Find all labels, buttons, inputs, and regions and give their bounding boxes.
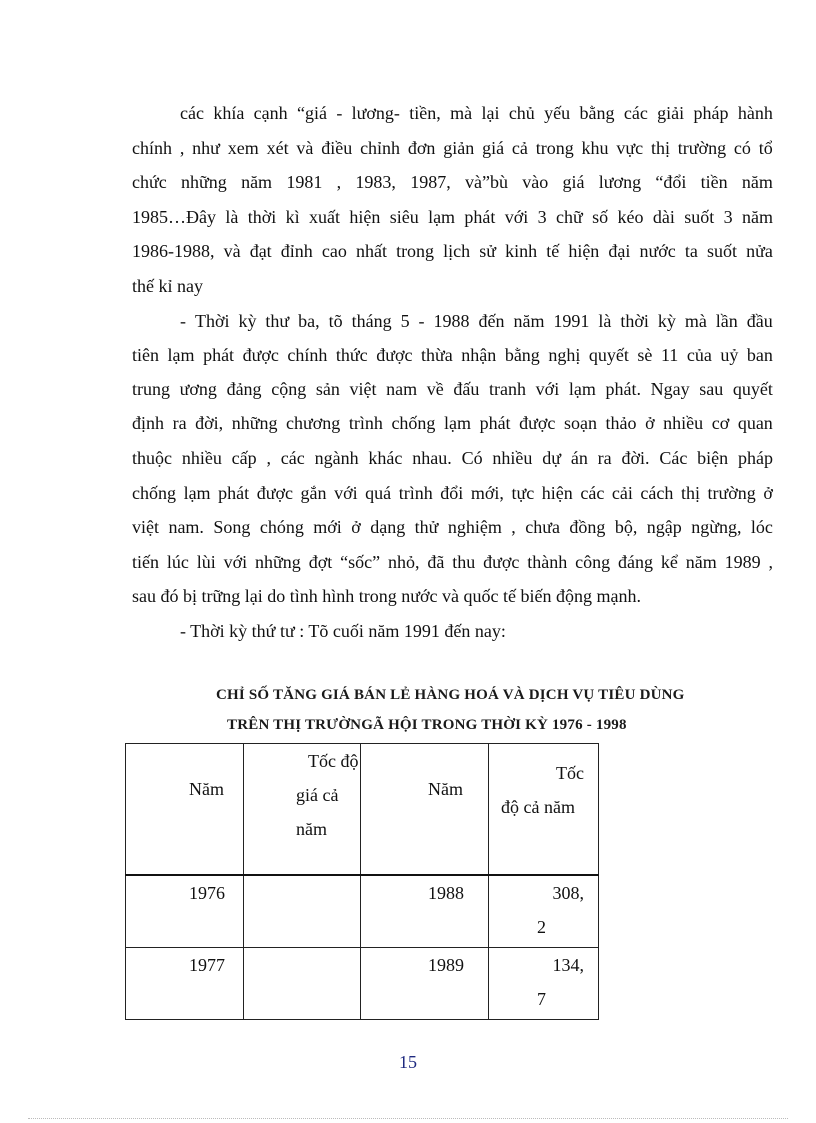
word: xem	[227, 138, 259, 158]
table-caption-line-2: TRÊN THỊ TRƯỜNGÃ HỘI TRONG THỜI KỲ 1976 - 1998	[227, 717, 627, 733]
word: ra	[172, 413, 187, 433]
word: trung	[132, 379, 170, 399]
word: án	[570, 448, 588, 468]
word: năm	[685, 552, 717, 572]
word: mà	[684, 311, 707, 331]
word: chủ	[508, 103, 535, 123]
cell-year-b: 1988	[361, 875, 489, 948]
text-line	[132, 449, 773, 467]
word: vực	[616, 138, 644, 158]
word: trong	[535, 138, 574, 158]
word: cách	[640, 483, 674, 503]
word: thời	[247, 207, 277, 227]
word: 1989	[724, 552, 761, 572]
word: lạm	[183, 483, 211, 503]
cell-rate-b-l2: 7	[537, 989, 546, 1009]
word: nhiều	[663, 413, 704, 433]
word: thức	[335, 345, 368, 365]
word: năm	[241, 172, 273, 192]
word: Thời	[194, 311, 230, 331]
word: kể	[660, 552, 678, 572]
word: tế	[546, 241, 560, 261]
word: lịch	[443, 241, 471, 261]
word: ở	[645, 413, 655, 433]
word: công	[575, 552, 611, 572]
text-line: sau đó bị trững lại do tình hình trong nước và quốc tế biến động mạnh.	[132, 586, 641, 606]
table-header-row	[126, 744, 599, 876]
word: hiện	[349, 207, 381, 227]
word: năm	[513, 311, 545, 331]
word: trường	[707, 483, 756, 503]
word: đồng	[569, 517, 606, 537]
word: tực	[511, 483, 535, 503]
footer-divider	[28, 1118, 788, 1119]
word: nghị	[548, 345, 581, 365]
cell-rate-b-l1: 134,	[552, 955, 584, 975]
word: Song	[213, 517, 251, 537]
word: chức	[132, 172, 167, 192]
word: quyết	[588, 345, 629, 365]
word: chỉnh	[360, 138, 401, 158]
word: ta	[684, 241, 698, 261]
word: thị	[650, 138, 670, 158]
word: dài	[652, 207, 675, 227]
word: suốt	[684, 207, 715, 227]
word: phát	[218, 483, 250, 503]
word: phát.	[605, 379, 641, 399]
word: kì	[285, 207, 300, 227]
word: 1981	[286, 172, 323, 192]
word: cấp	[231, 448, 257, 468]
word: tháng	[351, 311, 392, 331]
word: -	[336, 103, 343, 123]
word: sau	[699, 379, 724, 399]
word: tõ	[328, 311, 343, 331]
word: năm	[741, 207, 773, 227]
word: tiên	[132, 345, 159, 365]
word: dạng	[370, 517, 406, 537]
word: vào	[522, 172, 549, 192]
word: được	[519, 413, 556, 433]
word: sử	[479, 241, 497, 261]
text-line	[132, 484, 773, 502]
cell-rate-b	[489, 875, 599, 948]
word: lạm	[428, 207, 456, 227]
header-price-rate-l3: năm	[296, 819, 327, 839]
word: Có	[461, 448, 483, 468]
word: điều	[321, 138, 353, 158]
word: và”bù	[464, 172, 508, 192]
word: quá	[365, 483, 392, 503]
word: đến	[478, 311, 505, 331]
word: lóc	[750, 517, 773, 537]
cell-rate-b	[489, 948, 599, 1020]
word: cải	[611, 483, 633, 503]
word: bằng	[504, 345, 540, 365]
word: có	[733, 138, 751, 158]
cell-rate-b-l1: 308,	[552, 883, 584, 903]
word: thử	[414, 517, 439, 537]
word: các	[580, 483, 605, 503]
word: lúc	[166, 552, 189, 572]
word: định	[132, 413, 165, 433]
word: chóng	[259, 517, 304, 537]
word: ngừng,	[691, 517, 742, 537]
word: -	[418, 311, 425, 331]
word: hiện	[541, 483, 573, 503]
word: cạnh	[253, 103, 288, 123]
word: đạt	[249, 241, 272, 261]
word: mới	[313, 517, 342, 537]
price-index-table	[125, 743, 599, 1020]
word: đời.	[621, 448, 650, 468]
text-line	[132, 242, 773, 260]
word: xét	[266, 138, 289, 158]
word: hành	[737, 103, 773, 123]
word: giản	[443, 138, 475, 158]
word: trình	[398, 483, 433, 503]
word: ương	[179, 379, 217, 399]
word: cao	[321, 241, 347, 261]
word: thảo	[605, 413, 637, 433]
text-line	[132, 553, 773, 571]
word: hiện	[568, 241, 600, 261]
word: ngành	[314, 448, 359, 468]
cell-year-a: 1976	[126, 875, 244, 948]
table-caption-line-1: CHỈ SỐ TĂNG GIÁ BÁN LẺ HÀNG HOÁ VÀ DỊCH VỤ TIÊU DÙNG	[216, 687, 685, 703]
word: những	[231, 413, 278, 433]
word: “sốc”	[340, 552, 381, 572]
word: lương-	[351, 103, 400, 123]
word: siêu	[389, 207, 419, 227]
text-line	[132, 139, 773, 157]
word: được	[242, 345, 279, 365]
word: 3	[723, 207, 733, 227]
word: đổi	[440, 483, 464, 503]
word: ,	[768, 552, 773, 572]
word: 1991	[553, 311, 590, 331]
word: mới,	[470, 483, 504, 503]
header-price-rate	[244, 744, 361, 876]
word: bằng	[579, 103, 615, 123]
word: chữ	[556, 207, 583, 227]
word: với	[504, 207, 529, 227]
word: pháp	[693, 103, 729, 123]
word: trình	[348, 413, 383, 433]
word: các	[623, 103, 648, 123]
word: lùi	[196, 552, 216, 572]
word: gắn	[300, 483, 327, 503]
word: ,	[179, 138, 185, 158]
word: nhiều	[181, 448, 222, 468]
cell-rate-a	[244, 875, 361, 948]
word: chống	[132, 483, 176, 503]
word: nghiệm	[447, 517, 502, 537]
word: ba,	[298, 311, 320, 331]
word: thị	[680, 483, 700, 503]
word: phát	[203, 345, 235, 365]
word: đơn	[407, 138, 436, 158]
word: tiến	[132, 552, 159, 572]
word: thành	[527, 552, 568, 572]
word: lạm	[167, 345, 195, 365]
word: uỷ	[720, 345, 739, 365]
word: những	[255, 552, 301, 572]
text-line	[132, 414, 773, 432]
word: thư	[265, 311, 290, 331]
word: lạm	[444, 413, 471, 433]
word: nhỏ,	[387, 552, 420, 572]
word: ,	[266, 448, 271, 468]
word: năm	[741, 172, 773, 192]
word: lạm	[568, 379, 596, 399]
word: và	[296, 138, 314, 158]
cell-rate-b-l2: 2	[537, 917, 546, 937]
word: đáng	[617, 552, 653, 572]
word: lần	[715, 311, 738, 331]
word: trong	[396, 241, 435, 261]
text-line: thế kỉ nay	[132, 276, 203, 296]
word: đấu	[453, 379, 480, 399]
word: được	[376, 345, 413, 365]
word: tranh	[489, 379, 527, 399]
word: phát	[464, 207, 496, 227]
word: bộ,	[614, 517, 638, 537]
word: pháp	[737, 448, 773, 468]
word: 11	[660, 345, 679, 365]
text-line	[180, 104, 773, 122]
word: biện	[697, 448, 729, 468]
word: chương	[286, 413, 341, 433]
word: quan	[737, 413, 773, 433]
word: Các	[659, 448, 688, 468]
word: lương	[598, 172, 642, 192]
word: các	[180, 103, 204, 123]
word: chính	[132, 138, 172, 158]
word: nước	[639, 241, 676, 261]
word: ,	[336, 172, 342, 192]
word: thu	[452, 552, 476, 572]
word: và	[223, 241, 241, 261]
text-line	[180, 312, 773, 330]
word: đầu	[746, 311, 773, 331]
word: “giá	[296, 103, 327, 123]
word: ngập	[646, 517, 682, 537]
word: nhận	[461, 345, 497, 365]
word: các	[280, 448, 305, 468]
word: 1986-1988,	[132, 241, 215, 261]
word: chính	[287, 345, 328, 365]
word: việt	[132, 517, 159, 537]
word: khu	[581, 138, 609, 158]
word: khác	[368, 448, 403, 468]
header-year-1: Năm	[126, 744, 244, 876]
word: Ngay	[650, 379, 690, 399]
word: soạn	[563, 413, 597, 433]
word: chưa	[525, 517, 560, 537]
word: khía	[213, 103, 245, 123]
word: về	[426, 379, 444, 399]
word: kỳ	[657, 311, 676, 331]
header-annual-rate-l1: Tốc	[556, 763, 584, 783]
word: thời	[620, 311, 649, 331]
word: như	[192, 138, 220, 158]
page-number: 15	[399, 1052, 417, 1072]
word: cả	[511, 138, 528, 158]
word: -	[180, 311, 186, 331]
word: được	[483, 552, 520, 572]
word: nam	[386, 379, 418, 399]
header-year-2: Năm	[361, 744, 489, 876]
word: cơ	[711, 413, 730, 433]
word: ở	[351, 517, 361, 537]
word: ,	[511, 517, 516, 537]
word: 1983,	[355, 172, 396, 192]
word: với	[223, 552, 248, 572]
word: ban	[746, 345, 773, 365]
word: giá	[562, 172, 585, 192]
cell-year-b: 1989	[361, 948, 489, 1020]
word: đại	[608, 241, 631, 261]
text-line	[132, 173, 773, 191]
text-line: - Thời kỳ thứ tư : Tõ cuối năm 1991 đến nay:	[180, 621, 506, 641]
word: đã	[427, 552, 445, 572]
word: thừa	[421, 345, 453, 365]
word: “đổi	[655, 172, 687, 192]
word: dự	[542, 448, 561, 468]
word: 1988	[433, 311, 470, 331]
word: số	[592, 207, 609, 227]
word: nhau.	[412, 448, 452, 468]
word: 3	[537, 207, 547, 227]
word: sản	[315, 379, 340, 399]
word: kinh	[505, 241, 538, 261]
word: nhất	[355, 241, 387, 261]
word: ở	[763, 483, 773, 503]
word: đợt	[308, 552, 333, 572]
word: được	[256, 483, 293, 503]
word: 1987,	[410, 172, 451, 192]
word: đỉnh	[280, 241, 313, 261]
header-annual-rate-l2: độ cả năm	[501, 797, 575, 817]
word: chống	[391, 413, 436, 433]
word: 5	[400, 311, 410, 331]
word: lại	[481, 103, 500, 123]
word: nửa	[746, 241, 773, 261]
word: việt	[349, 379, 377, 399]
word: giải	[657, 103, 685, 123]
word: kỳ	[238, 311, 257, 331]
word: mà	[450, 103, 473, 123]
word: giá	[482, 138, 505, 158]
word: là	[225, 207, 239, 227]
table-row	[126, 948, 599, 1020]
header-annual-rate	[489, 744, 599, 876]
word: 1985…Đây	[132, 207, 216, 227]
word: nam.	[168, 517, 204, 537]
word: những	[181, 172, 227, 192]
cell-year-a: 1977	[126, 948, 244, 1020]
word: với	[535, 379, 560, 399]
word: của	[686, 345, 712, 365]
word: trường	[677, 138, 727, 158]
table-row	[126, 875, 599, 948]
word: sè	[637, 345, 653, 365]
text-line	[132, 208, 773, 226]
word: đời,	[195, 413, 224, 433]
word: yếu	[544, 103, 571, 123]
cell-rate-a	[244, 948, 361, 1020]
word: nhiều	[492, 448, 533, 468]
header-price-rate-l2: giá cả	[296, 785, 339, 805]
word: tiền,	[409, 103, 441, 123]
word: quyết	[732, 379, 773, 399]
word: suốt	[706, 241, 737, 261]
text-line	[132, 346, 773, 364]
header-price-rate-l1: Tốc độ	[308, 751, 359, 771]
word: xuất	[308, 207, 340, 227]
word: là	[598, 311, 612, 331]
word: đảng	[226, 379, 262, 399]
word: cộng	[271, 379, 307, 399]
word: với	[334, 483, 358, 503]
word: tổ	[758, 138, 773, 158]
text-line	[132, 518, 773, 536]
word: kéo	[617, 207, 644, 227]
word: thuộc	[132, 448, 172, 468]
word: tiền	[700, 172, 728, 192]
text-line	[132, 380, 773, 398]
word: ra	[597, 448, 612, 468]
word: phát	[479, 413, 511, 433]
